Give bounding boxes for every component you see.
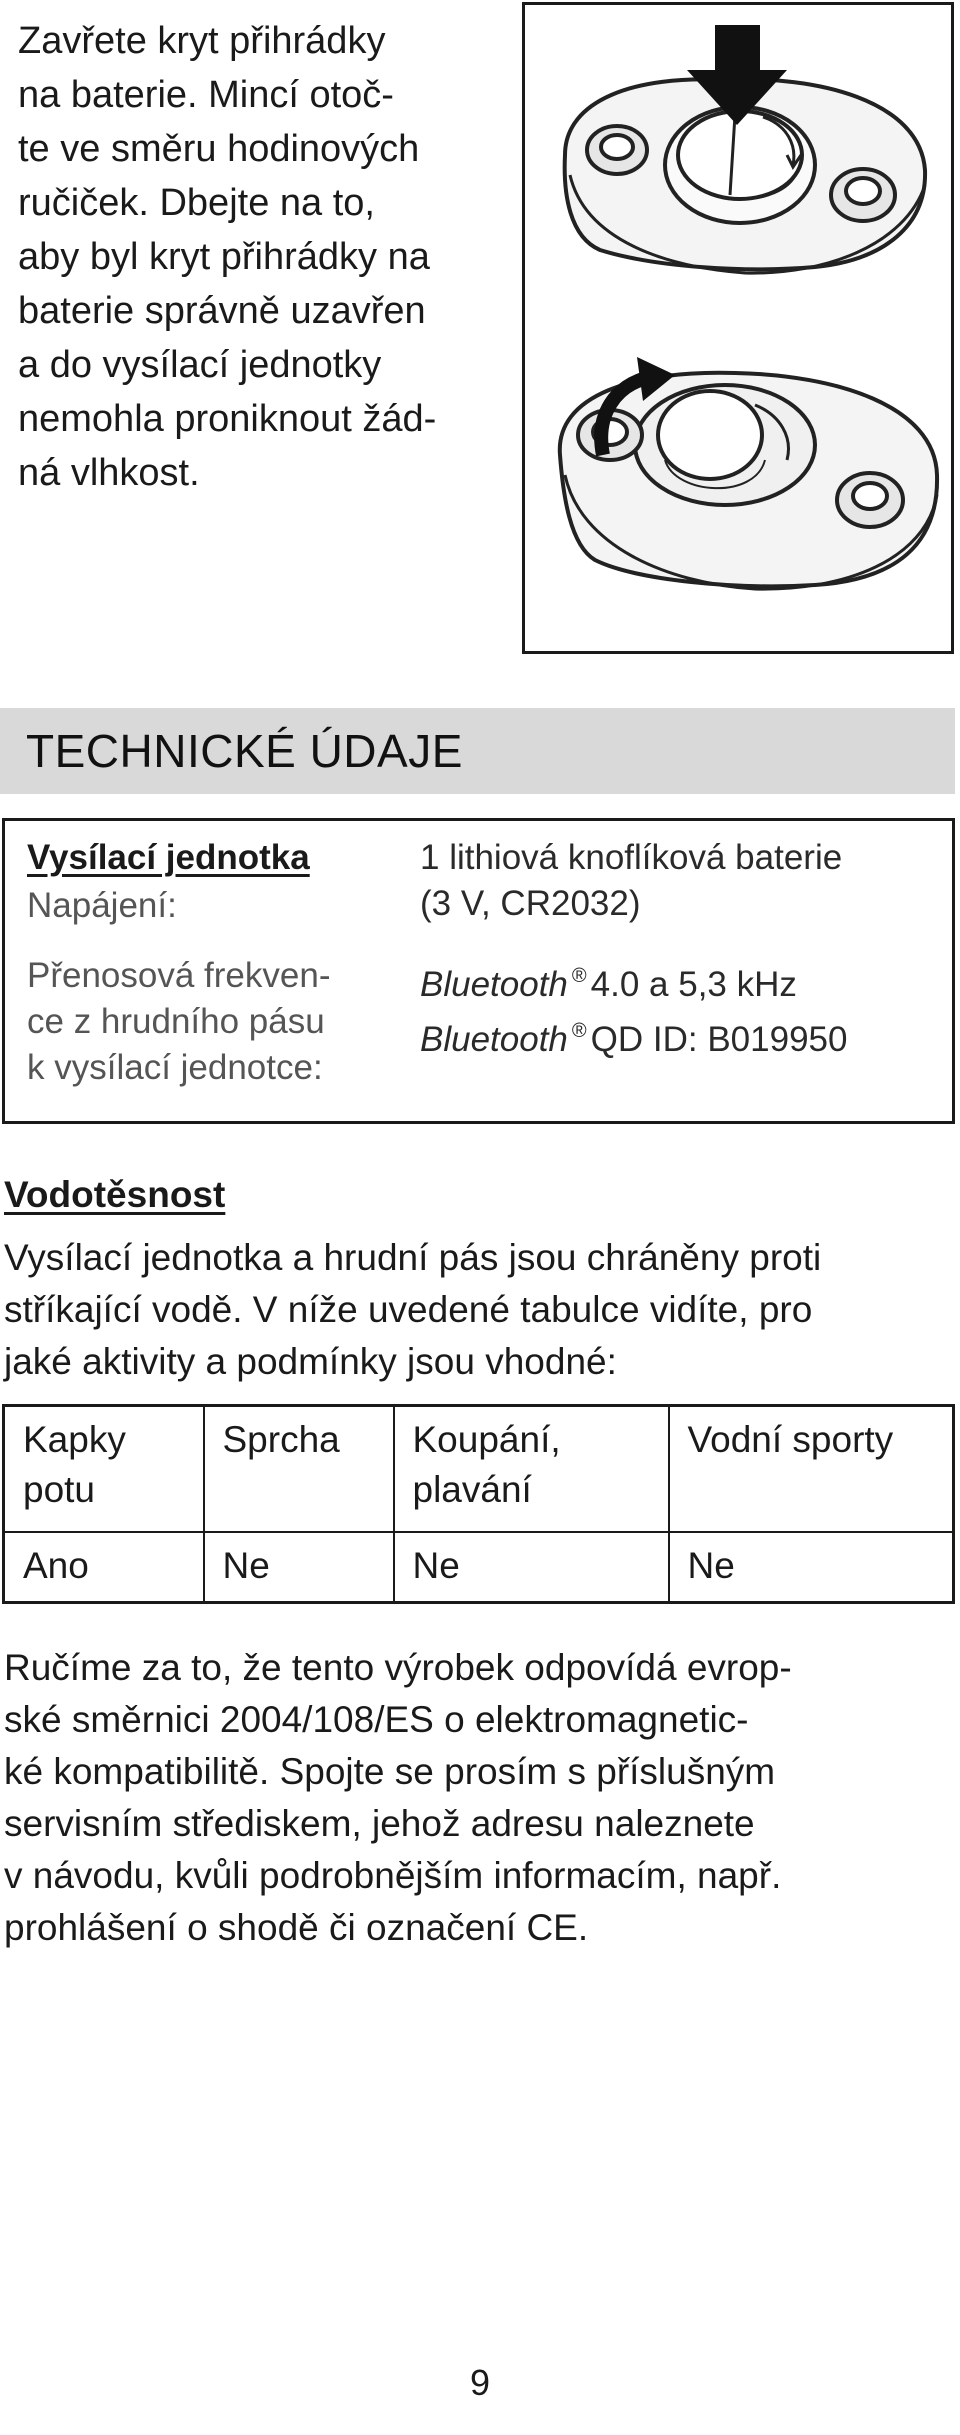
waterproof-paragraph: Vysílací jednotka a hrudní pás jsou chráněny proti stříkající vodě. V níže uvedené tabulce vidíte, pro jaké aktivity a podmínky jsou vhodné: xyxy=(4,1237,822,1382)
table-header-cell: Sprcha xyxy=(204,1406,394,1533)
table-header-row xyxy=(4,1406,954,1533)
conformity-declaration-paragraph: Ručíme za to, že tento výrobek odpovídá evrop- ské směrnici 2004/108/ES o elektromagnetic- ké kompatibilitě. Spojte se prosím s příslušným servisním střediskem, jehož adresu naleznete v návodu, kvůli podrobnějším informacím, např. prohlášení o shodě či označení CE. xyxy=(4,1647,792,1948)
technical-data-title: TECHNICKÉ ÚDAJE xyxy=(26,725,463,777)
bluetooth-brand: Bluetooth xyxy=(420,965,568,1004)
table-cell: Ano xyxy=(4,1532,204,1603)
frequency-value: 4.0 a 5,3 kHz xyxy=(590,965,797,1004)
technical-data-banner xyxy=(0,708,955,794)
table-cell: Ne xyxy=(394,1532,669,1603)
frequency-line xyxy=(420,953,940,1008)
transmission-frequency-label: Přenosová frekven- ce z hrudního pásu k vysílací jednotce: xyxy=(27,956,331,1087)
power-supply-value: 1 lithiová knoflíková baterie (3 V, CR2032) xyxy=(420,838,843,923)
table-cell: Ne xyxy=(669,1532,954,1603)
table-header-cell: Kapky potu xyxy=(4,1406,204,1533)
table-header-cell: Koupání, plavání xyxy=(394,1406,669,1533)
intro-section xyxy=(0,0,960,660)
table-header-cell: Vodní sporty xyxy=(669,1406,954,1533)
transmission-frequency-value xyxy=(420,953,940,1063)
transmitter-unit-heading: Vysílací jednotka xyxy=(27,838,310,877)
table-row xyxy=(4,1532,954,1603)
battery-cover-illustration xyxy=(522,2,954,654)
intro-paragraph: Zavřete kryt přihrádky na baterie. Mincí otoč- te ve směru hodinových ručiček. Dbejte na to, aby byl kryt přihrádky na baterie správně uzavřen a do vysílací jednotky nemohla proniknout žád- ná vlhkost. xyxy=(18,20,437,494)
water-resistance-table xyxy=(2,1404,955,1604)
qd-id-line xyxy=(420,1008,940,1063)
bluetooth-brand: Bluetooth xyxy=(420,1020,568,1059)
waterproof-heading: Vodotěsnost xyxy=(4,1174,226,1215)
page-number: 9 xyxy=(469,2362,491,2403)
registered-mark: ® xyxy=(571,1020,587,1042)
power-supply-label: Napájení: xyxy=(27,886,177,925)
specifications-box xyxy=(2,818,955,1124)
battery-cover-drawing xyxy=(525,5,951,651)
registered-mark: ® xyxy=(571,965,587,987)
qd-id-value: QD ID: B019950 xyxy=(590,1020,848,1059)
table-cell: Ne xyxy=(204,1532,394,1603)
